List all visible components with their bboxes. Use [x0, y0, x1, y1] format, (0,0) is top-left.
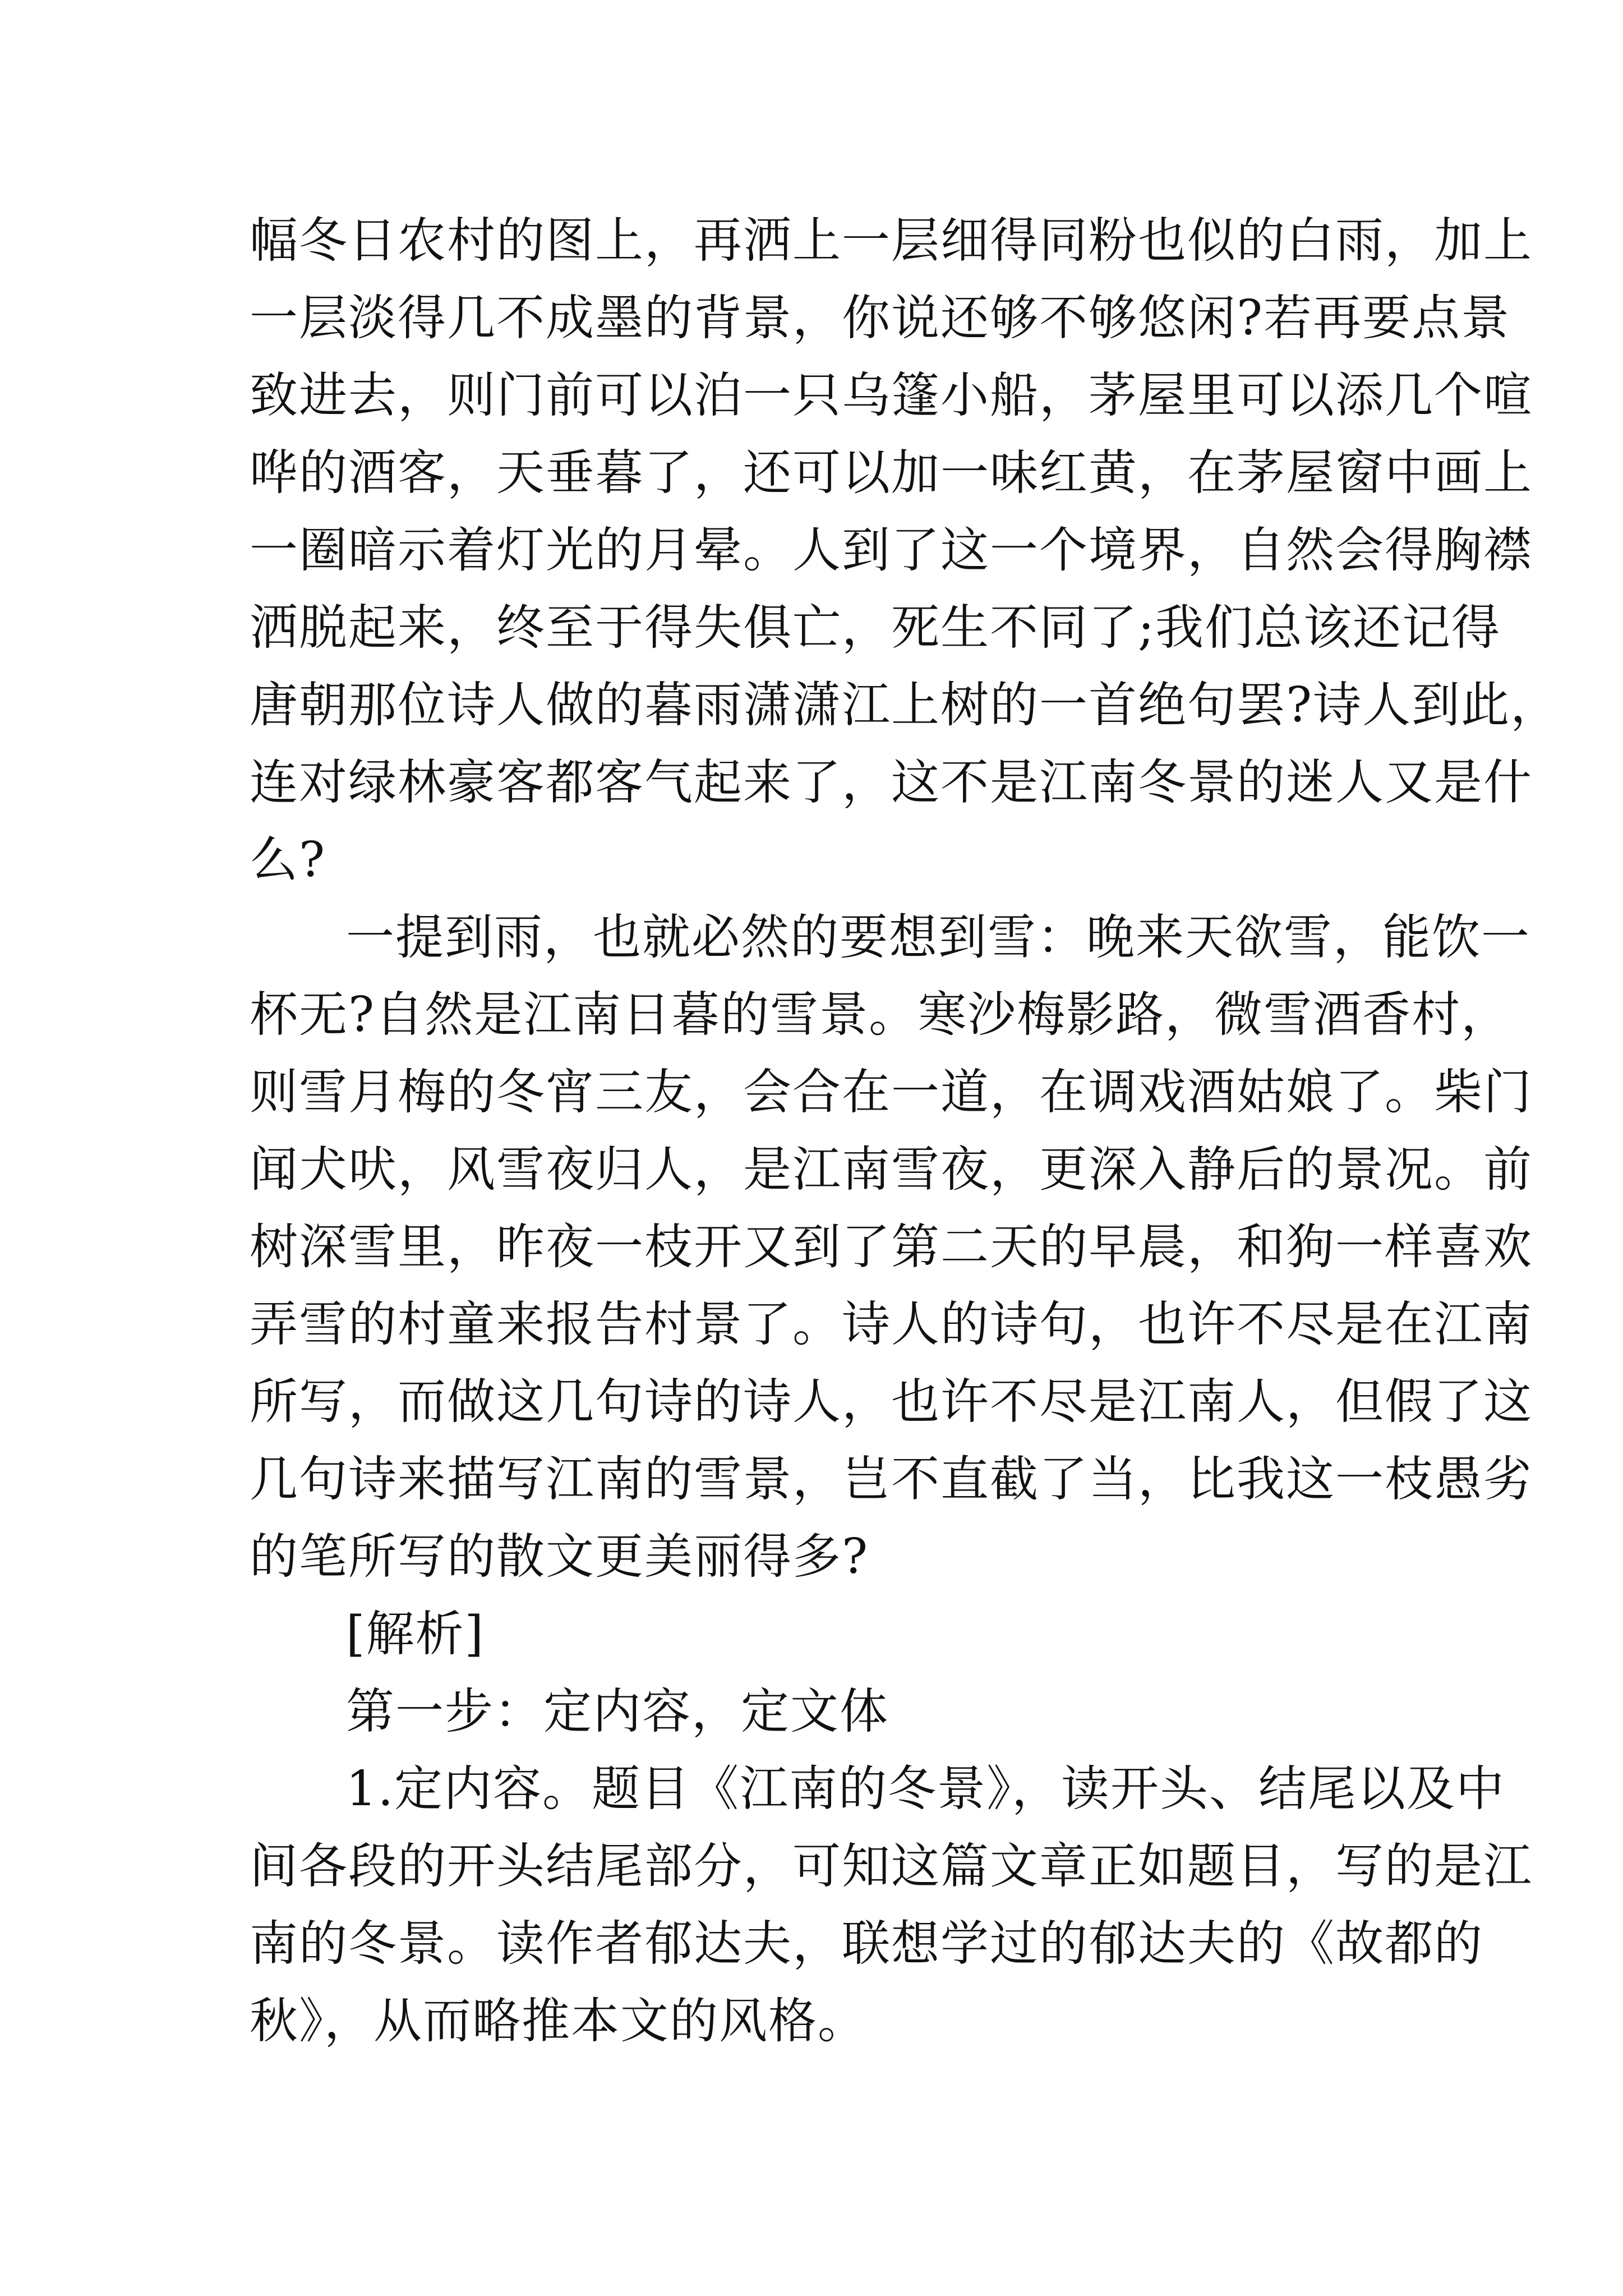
text-line: 致进去，则门前可以泊一只乌篷小船，茅屋里可以添几个喧: [250, 367, 1533, 424]
paragraph-start-line: 1.定内容。题目《江南的冬景》，读开头、结尾以及中: [346, 1761, 1506, 1817]
text-line: 幅冬日农村的图上，再洒上一层细得同粉也似的白雨，加上: [250, 213, 1533, 269]
paragraph-start-line: 一提到雨，也就必然的要想到雪：晚来天欲雪，能饮一: [346, 909, 1530, 965]
text-line: 几句诗来描写江南的雪景，岂不直截了当，比我这一枝愚劣: [250, 1451, 1533, 1507]
text-line: 弄雪的村童来报告村景了。诗人的诗句，也许不尽是在江南: [250, 1296, 1533, 1352]
text-line: 秋》，从而略推本文的风格。: [250, 1993, 867, 2049]
text-line: 间各段的开头结尾部分，可知这篇文章正如题目，写的是江: [250, 1838, 1533, 1894]
text-line: 洒脱起来，终至于得失俱亡，死生不同了;我们总该还记得: [250, 600, 1501, 656]
text-line: 连对绿林豪客都客气起来了，这不是江南冬景的迷人又是什: [250, 754, 1533, 811]
text-line: 树深雪里，昨夜一枝开又到了第二天的早晨，和狗一样喜欢: [250, 1219, 1533, 1275]
text-line: 闻犬吠，风雪夜归人，是江南雪夜，更深入静后的景况。前: [250, 1142, 1533, 1198]
text-line: 杯无?自然是江南日暮的雪景。寒沙梅影路，微雪酒香村，: [250, 987, 1511, 1043]
text-line: 则雪月梅的冬宵三友，会合在一道，在调戏酒姑娘了。柴门: [250, 1064, 1533, 1120]
analysis-heading: [解析]: [346, 1606, 485, 1662]
text-line: 唐朝那位诗人做的暮雨潇潇江上树的一首绝句罢?诗人到此，: [250, 677, 1560, 733]
step-heading: 第一步：定内容，定文体: [346, 1683, 889, 1740]
text-line: 一圈暗示着灯光的月晕。人到了这一个境界，自然会得胸襟: [250, 522, 1533, 578]
text-line: 哗的酒客，天垂暮了，还可以加一味红黄，在茅屋窗中画上: [250, 445, 1533, 501]
text-line: 所写，而做这几句诗的诗人，也许不尽是江南人，但假了这: [250, 1374, 1533, 1430]
text-line: 么?: [250, 832, 326, 888]
text-line: 南的冬景。读作者郁达夫，联想学过的郁达夫的《故都的: [250, 1916, 1483, 1972]
text-line: 的笔所写的散文更美丽得多?: [250, 1529, 869, 1585]
document-body: [250, 202, 1560, 2060]
text-line: 一层淡得几不成墨的背景，你说还够不够悠闲?若再要点景: [250, 290, 1511, 346]
